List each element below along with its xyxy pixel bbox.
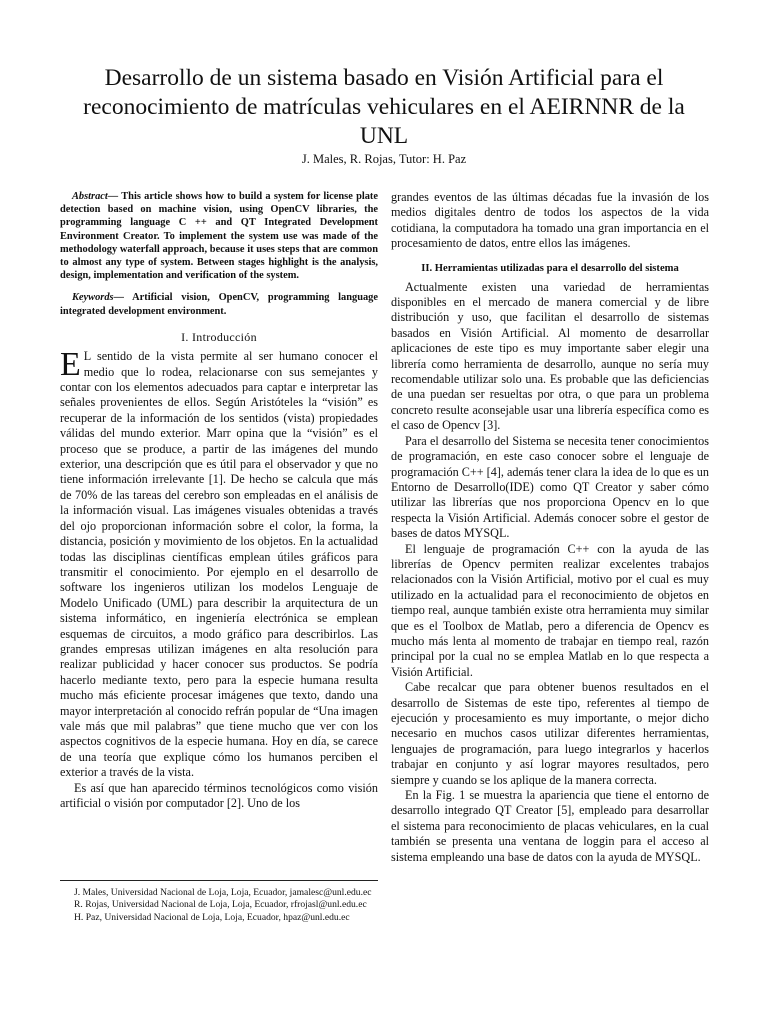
tools-paragraph-2: Para el desarrollo del Sistema se necesita tener conocimientos de programación, en este caso conocer sobre el lenguaje de programación C++ [4], además tener clara la idea de lo que es un Entorno de Desarrollo(IDE) como QT Creator y saber cómo utilizar las librerías que nos proporciona Opencv en lo que respecta la Visión Artificial. Además conocer sobre el gestor de bases de datos MYSQL. (391, 433, 709, 541)
continued-paragraph: grandes eventos de las últimas décadas fue la invasión de los medios digitales dentro de todos los aspectos de la vida cotidiana, la computadora ha tomado una gran importancia en el procesamiento de datos, entre ellos las imágenes. (391, 190, 709, 251)
tools-paragraph-1: Actualmente existen una variedad de herramientas disponibles en el mercado de manera comercial y de libre distribución y uso, que facilitan el desarrollo de sistemas basados en Visión Artificial. Al momento de desarrollar aplicaciones de este tipo es muy importante saber elegir una librería como herramienta de desarrollo, aunque no sería muy recomendable utilizar solo una. Es probable que las deficiencias de una puedan ser resueltas por otra, o que para un problema concreto resulte aconsejable usar una librería específica como es el caso de Opencv [3]. (391, 279, 709, 433)
abstract-label: Abstract— (72, 191, 119, 202)
intro-paragraph-1-text: L sentido de la vista permite al ser humano conocer el medio que lo rodea, relacionarse con sus semejantes y contar con los elementos adecuados para captar e interpretar las señales provenientes de ellos. Según Aristóteles la “visión” es recuperar de la información de los sentidos (vista) propiedades válidas del mundo exterior. Marr opina que la “visión” es el proceso que se produce, a partir de las imágenes del mundo exterior, una descripción que es útil para el observador y que no tiene información irrelevante [1]. De hecho se calcula que más de 70% de las tareas del cerebro son empleadas en el análisis de la información visual. Las imágenes visuales obtenidas a través del ojo proporcionan información sobre el color, la forma, la distancia, posición y movimiento de los objetos. En la actualidad todas las disciplinas científicas emplean útiles gráficos para transmitir el conocimiento. Por ejemplo en el desarrollo de software los ingenieros utilizan los modelos Lenguaje de Modelo Unificado (UML) para describir la arquitectura de un sistema informático, en ingeniería electrónica se emplean esquemas de circuitos, a modo gráfico para describirlos. Las grandes empresas utilizan imágenes en alta resolución para realizar publicidad y hacer conocer sus productos. Se podría hacerlo mediante texto, pero para la especie humana resulta mucho más eficiente procesar imágenes que texto, dando una mayor interpretación al conocido refrán popular de “Una imagen vale más que mil palabras” que tiene mucho que ver con los aspectos cognitivos de la especie humana. Hoy en día, se carece de una teoría que explique cómo los humanos perciben el exterior a través de la vista. (60, 349, 378, 780)
left-column (60, 190, 378, 811)
paper-title: Desarrollo de un sistema basado en Visión Artificial para el reconocimiento de matrículas vehiculares en el AEIRNNR de la UNL (83, 65, 685, 149)
tools-paragraph-3: El lenguaje de programación C++ con la ayuda de las librerías de Opencv permiten realizar excelentes trabajos relacionados con la Visión Artificial, motivo por el cual es muy utilizado en la actualidad para el reconocimiento de objetos en tiempo real, aunque también existe otra herramienta muy similar que es el Toolbox de Matlab, pero a diferencia de Opencv es mucho más lenta al momento de trabajar en tiempo real, razón principal por la cual no se emplea Matlab en lo que respecta a Visión Artificial. (391, 541, 709, 679)
footnote-author-2: R. Rojas, Universidad Nacional de Loja, Loja, Ecuador, rfrojasl@unl.edu.ec (74, 899, 367, 911)
author-list: J. Males, R. Rojas, Tutor: H. Paz (301, 152, 467, 166)
footnotes (60, 880, 378, 924)
footnote-author-1: J. Males, Universidad Nacional de Loja, Loja, Ecuador, jamalesc@unl.edu.ec (74, 887, 372, 898)
footnote-author-3: H. Paz, Universidad Nacional de Loja, Loja, Ecuador, hpaz@unl.edu.ec (74, 911, 350, 923)
keywords (60, 291, 378, 317)
keywords-text: Artificial vision, OpenCV, programming language integrated development environment. (60, 292, 378, 317)
tools-paragraph-5: En la Fig. 1 se muestra la apariencia que tiene el entorno de desarrollo integrado QT Creator [5], empleado para desarrollar el sistema para reconocimiento de placas vehiculares, en la cual también se presenta una ventana de loggin para el acceso al sistema empleando una base de datos con la ayuda de MYSQL. (391, 788, 709, 864)
intro-paragraph-1 (60, 346, 378, 780)
section-heading-introduction: I. Introducción (181, 329, 257, 344)
abstract (60, 190, 378, 282)
abstract-text: This article shows how to build a system for license plate detection based on machine vision, using OpenCV libraries, the programming language C ++ and QT Integrated Development Environment Creator. To implement the system use was made of the methodology waterfall approach, because it uses steps that are common to almost any type of system. Between stages highlight is the analysis, design, implementation and verification of the system. (60, 191, 378, 282)
tools-paragraph-4: Cabe recalcar que para obtener buenos resultados en el desarrollo de Sistemas de este tipo, referentes al tiempo de ejecución y procesamiento es muy importante, o mejor dicho necesario en muchos casos utilizar diferentes herramientas, lenguajes de programación, para luego integrarlos y hacerlos trabajar en conjunto y así lograr mayores resultados, pero siempre y cuando se los aplique de la manera correcta. (391, 680, 709, 787)
section-heading-tools: II. Herramientas utilizadas para el desarrollo del sistema (421, 262, 679, 274)
keywords-label: Keywords— (72, 292, 124, 304)
drop-cap: E (60, 346, 81, 384)
intro-paragraph-2: Es así que han aparecido términos tecnológicos como visión artificial o visión por computador [2]. Uno de los (60, 780, 378, 811)
right-column (391, 190, 709, 865)
